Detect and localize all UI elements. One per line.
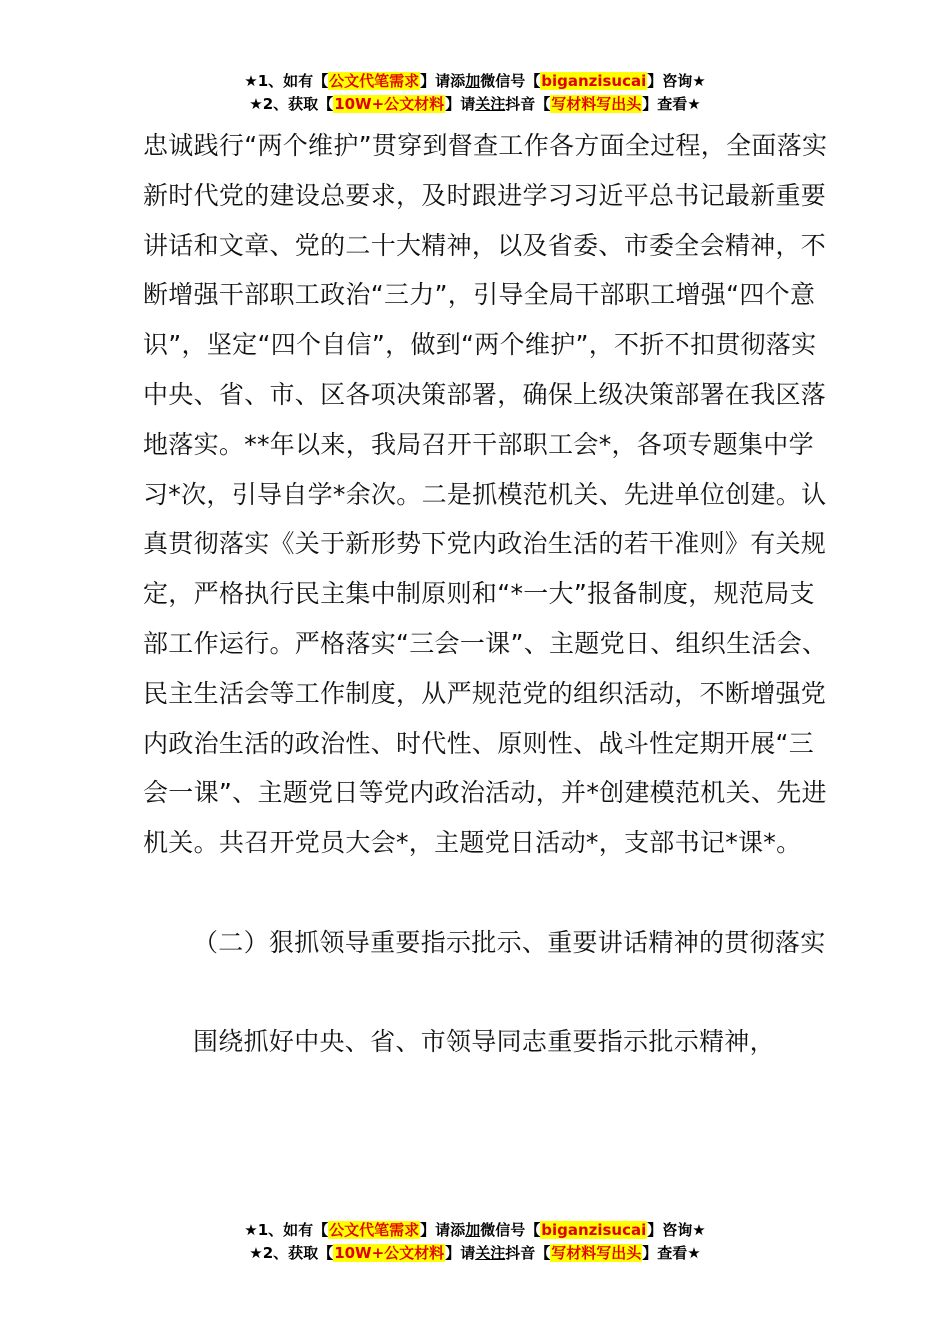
highlight-service: 公文代笔需求: [329, 72, 420, 90]
promo-line-1: ★1、如有【公文代笔需求】请添加微信号【biganzisucai】咨询★: [244, 1221, 706, 1239]
document-body: [143, 121, 833, 1067]
highlight-douyin: 写材料写出头: [551, 1244, 642, 1262]
highlight-wechat-id: biganzisucai: [541, 72, 647, 90]
promo-banner-bottom: [0, 1219, 950, 1265]
highlight-materials: 10W+公文材料: [334, 95, 445, 113]
body-paragraph-2: 围绕抓好中央、省、市领导同志重要指示批示精神，: [193, 1027, 775, 1057]
highlight-service: 公文代笔需求: [329, 1221, 420, 1239]
body-paragraph-1: 忠诚践行“两个维护”贯穿到督查工作各方面全过程，全面落实新时代党的建设总要求，及时跟进学习习近平总书记最新重要讲话和文章、党的二十大精神，以及省委、市委全会精神，不断增强干部职工政治“三力”，引导全局干部职工增强“四个意识”，坚定“四个自信”，做到“两个维护”，不折不扣贯彻落实中央、省、市、区各项决策部署，确保上级决策部署在我区落地落实。**年以来，我局召开干部职工会*，各项专题集中学习*次，引导自学*余次。二是抓模范机关、先进单位创建。认真贯彻落实《关于新形势下党内政治生活的若干准则》有关规定，严格执行民主集中制原则和“*一大”报备制度，规范局支部工作运行。严格落实“三会一课”、主题党日、组织生活会、民主生活会等工作制度，从严规范党的组织活动，不断增强党内政治生活的政治性、时代性、原则性、战斗性定期开展“三会一课”、主题党日等党内政治活动，并*创建模范机关、先进机关。共召开党员大会*，主题党日活动*，支部书记*课*。: [143, 131, 828, 858]
promo-line-2: ★2、获取【10W+公文材料】请关注抖音【写材料写出头】查看★: [249, 95, 701, 113]
highlight-materials: 10W+公文材料: [334, 1244, 445, 1262]
highlight-wechat-id: biganzisucai: [541, 1221, 647, 1239]
highlight-douyin: 写材料写出头: [551, 95, 642, 113]
promo-line-1: ★1、如有【公文代笔需求】请添加微信号【biganzisucai】咨询★: [244, 72, 706, 90]
promo-banner-top: [0, 70, 950, 116]
section-heading: （二）狠抓领导重要指示批示、重要讲话精神的贯彻落实: [193, 927, 826, 957]
promo-line-2: ★2、获取【10W+公文材料】请关注抖音【写材料写出头】查看★: [249, 1244, 701, 1262]
